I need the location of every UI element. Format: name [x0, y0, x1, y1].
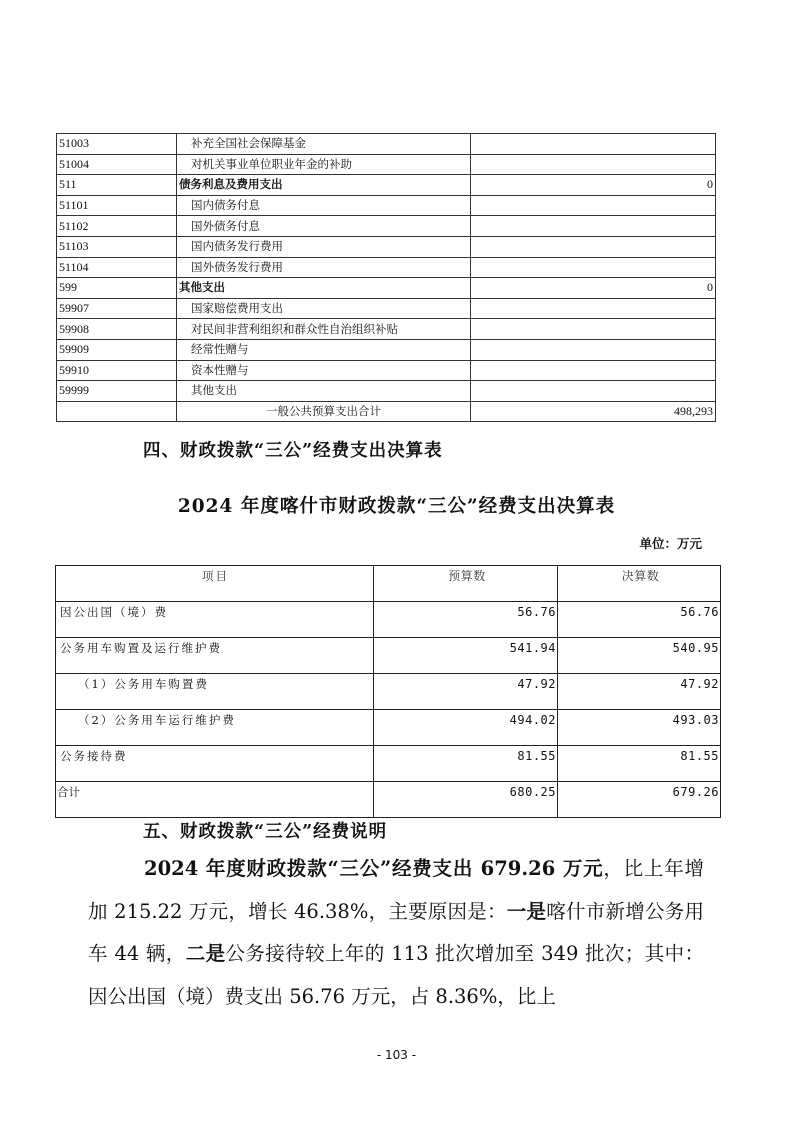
account-name: 对机关事业单位职业年金的补助 [177, 154, 471, 175]
total-value: 498,293 [471, 401, 716, 422]
account-name: 经常性赠与 [177, 339, 471, 360]
account-name: 其他支出 [177, 381, 471, 402]
account-code: 511 [57, 175, 177, 196]
account-code: 599 [57, 278, 177, 299]
actual-amount: 47.92 [558, 674, 721, 710]
account-name: 其他支出 [177, 278, 471, 299]
account-value [471, 339, 716, 360]
table-row [57, 236, 716, 257]
account-code: 51003 [57, 134, 177, 155]
account-name: 资本性赠与 [177, 360, 471, 381]
account-code: 51102 [57, 216, 177, 237]
table-row [57, 195, 716, 216]
expense-item: 公务接待费 [56, 746, 374, 782]
total-row [56, 782, 721, 818]
account-code: 59910 [57, 360, 177, 381]
budget-amount: 47.92 [374, 674, 558, 710]
account-name: 对民间非营利组织和群众性自治组织补贴 [177, 319, 471, 340]
budget-amount: 541.94 [374, 638, 558, 674]
three-public-explanation-paragraph [88, 848, 704, 1018]
account-value [471, 236, 716, 257]
section-5-heading: 五、财政拨款“三公”经费说明 [143, 822, 388, 842]
account-code: 59999 [57, 381, 177, 402]
table-row [56, 674, 721, 710]
account-value: 0 [471, 175, 716, 196]
reason-2-text: 公务接待较上年的 113 批次增加至 349 批次；其中：因公出国（境）费支出 56.76 万元，占 8.36%，比上 [88, 942, 704, 1008]
reason-1-text: 喀什市新增公务用车 44 辆， [88, 899, 704, 965]
account-code: 51004 [57, 154, 177, 175]
account-name: 国内债务付息 [177, 195, 471, 216]
actual-amount: 56.76 [558, 602, 721, 638]
total-code [57, 401, 177, 422]
table-row [57, 339, 716, 360]
table-row [57, 381, 716, 402]
table-row [57, 175, 716, 196]
account-value [471, 319, 716, 340]
account-name: 补充全国社会保障基金 [177, 134, 471, 155]
budget-amount: 56.76 [374, 602, 558, 638]
page-number: - 103 - [376, 1048, 417, 1062]
expense-item: （1）公务用车购置费 [56, 674, 374, 710]
account-value [471, 360, 716, 381]
account-value [471, 195, 716, 216]
paragraph-lead-bold: 2024 年度财政拨款“三公”经费支出 679.26 万元 [144, 857, 604, 880]
table-row [57, 216, 716, 237]
reason-2-label: 二是 [185, 942, 226, 965]
account-code: 59907 [57, 298, 177, 319]
account-code: 59909 [57, 339, 177, 360]
total-label: 一般公共预算支出合计 [177, 401, 471, 422]
account-value [471, 216, 716, 237]
account-value [471, 298, 716, 319]
table-row [56, 710, 721, 746]
actual-amount: 540.95 [558, 638, 721, 674]
account-code: 59908 [57, 319, 177, 340]
header-budget: 预算数 [374, 566, 558, 602]
table-row [57, 134, 716, 155]
account-value [471, 381, 716, 402]
table-row [56, 638, 721, 674]
three-public-expenditure-table [55, 565, 721, 818]
account-value [471, 154, 716, 175]
account-code: 51103 [57, 236, 177, 257]
reason-1-label: 一是 [506, 899, 547, 923]
table-row [57, 278, 716, 299]
account-name: 国外债务发行费用 [177, 257, 471, 278]
account-name: 国内债务发行费用 [177, 236, 471, 257]
unit-label: 单位：万元 [639, 536, 702, 551]
total-actual: 679.26 [558, 782, 721, 818]
table-row [57, 257, 716, 278]
expense-item: （2）公务用车运行维护费 [56, 710, 374, 746]
account-value [471, 134, 716, 155]
expense-item: 公务用车购置及运行维护费 [56, 638, 374, 674]
expense-item: 因公出国（境）费 [56, 602, 374, 638]
budget-amount: 81.55 [374, 746, 558, 782]
table-row [57, 360, 716, 381]
account-name: 债务利息及费用支出 [177, 175, 471, 196]
three-public-table-title: 2024 年度喀什市财政拨款“三公”经费支出决算表 [177, 496, 616, 517]
account-code: 51101 [57, 195, 177, 216]
section-4-heading: 四、财政拨款“三公”经费支出决算表 [143, 441, 443, 461]
table-row [57, 154, 716, 175]
account-value [471, 257, 716, 278]
account-name: 国家赔偿费用支出 [177, 298, 471, 319]
header-item: 项目 [56, 566, 374, 602]
table-row [57, 319, 716, 340]
table-row [56, 746, 721, 782]
paragraph-text: ，比上年增加 215.22 万元，增长 46.38%，主要原因是： [88, 857, 704, 923]
account-name: 国外债务付息 [177, 216, 471, 237]
account-value: 0 [471, 278, 716, 299]
table-row [57, 298, 716, 319]
budget-amount: 494.02 [374, 710, 558, 746]
table-row [56, 602, 721, 638]
total-row [57, 401, 716, 422]
account-code: 51104 [57, 257, 177, 278]
total-label: 合计 [56, 782, 374, 818]
actual-amount: 493.03 [558, 710, 721, 746]
table-header-row [56, 566, 721, 602]
actual-amount: 81.55 [558, 746, 721, 782]
general-budget-expenditure-table [56, 133, 716, 422]
total-budget: 680.25 [374, 782, 558, 818]
header-actual: 决算数 [558, 566, 721, 602]
